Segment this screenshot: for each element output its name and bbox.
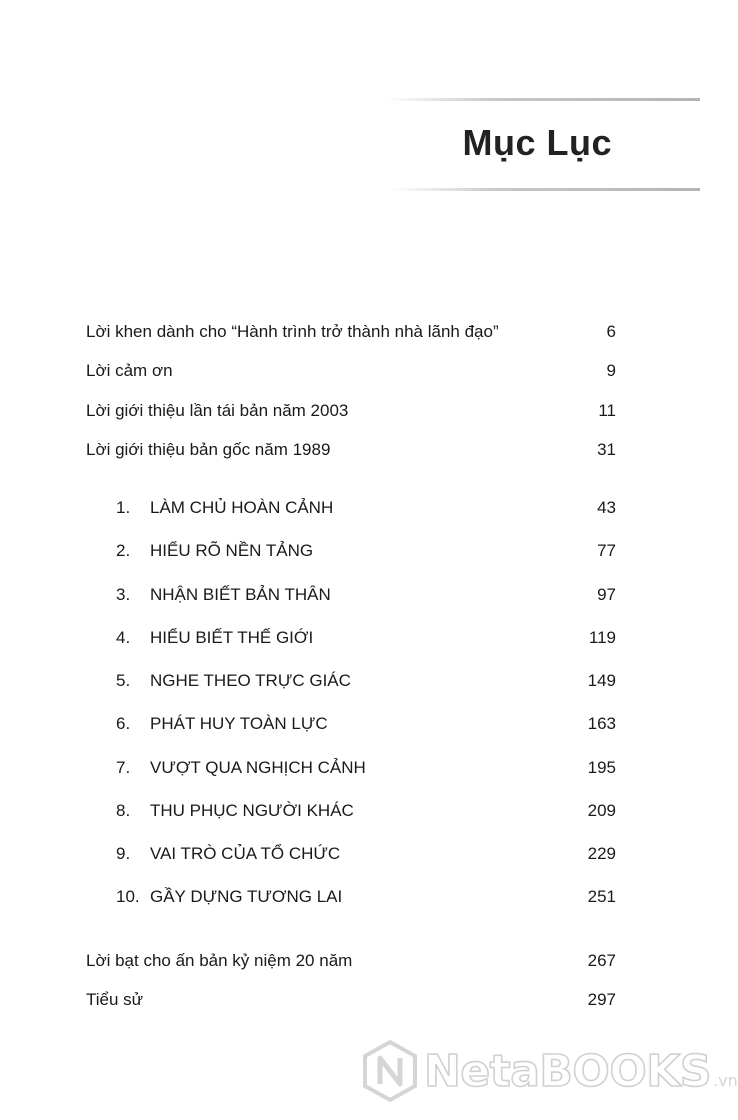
toc-entry[interactable]	[86, 320, 616, 344]
chapter-title: THU PHỤC NGƯỜI KHÁC	[150, 801, 354, 820]
chapter-number: 6.	[116, 714, 131, 733]
chapter-number: 10.	[116, 887, 140, 906]
toc-chapter-entry[interactable]	[116, 583, 616, 607]
watermark	[362, 1040, 738, 1102]
toc-chapter-entry[interactable]	[116, 799, 616, 823]
chapter-number: 1.	[116, 498, 131, 517]
toc-entry-page: 6	[606, 322, 616, 341]
toc-entry-page: 297	[587, 990, 616, 1009]
toc-chapter-entry[interactable]	[116, 842, 616, 866]
title-rule-top	[385, 98, 700, 101]
chapter-title: LÀM CHỦ HOÀN CẢNH	[150, 498, 334, 517]
chapter-title: VƯỢT QUA NGHỊCH CẢNH	[150, 758, 366, 777]
chapter-number: 3.	[116, 585, 131, 604]
toc-chapter-entry[interactable]	[116, 712, 616, 736]
toc-entry[interactable]	[86, 988, 616, 1012]
chapter-number: 2.	[116, 541, 131, 560]
toc-chapter-entry[interactable]	[116, 885, 616, 909]
chapter-page: 195	[587, 758, 616, 777]
toc-entry-label: Lời khen dành cho “Hành trình trở thành nhà lãnh đạo”	[86, 322, 499, 341]
chapter-title: VAI TRÒ CỦA TỔ CHỨC	[150, 844, 341, 863]
chapter-page: 97	[597, 585, 616, 604]
toc-chapter-entry[interactable]	[116, 756, 616, 780]
toc-entry-label: Lời giới thiệu bản gốc năm 1989	[86, 440, 331, 459]
toc-entry-page: 9	[606, 361, 616, 380]
chapter-title: HIỂU RÕ NỀN TẢNG	[150, 541, 314, 560]
chapter-page: 77	[597, 541, 616, 560]
toc-entry-page: 11	[598, 401, 616, 420]
chapter-page: 119	[588, 628, 616, 647]
toc-entry-label: Lời cảm ơn	[86, 361, 173, 380]
chapter-page: 209	[587, 801, 616, 820]
toc-entry[interactable]	[86, 359, 616, 383]
watermark-suffix: .vn	[713, 1070, 738, 1090]
chapter-number: 8.	[116, 801, 131, 820]
title-rule-bottom	[390, 188, 700, 191]
chapter-title: PHÁT HUY TOÀN LỰC	[150, 714, 328, 733]
toc-entry-label: Lời bạt cho ấn bản kỷ niệm 20 năm	[86, 951, 353, 970]
toc-entry[interactable]	[86, 399, 616, 423]
page-title: Mục Lục	[462, 122, 612, 163]
chapter-page: 149	[587, 671, 616, 690]
chapter-page: 43	[597, 498, 616, 517]
chapter-title: HIỂU BIẾT THẾ GIỚI	[150, 628, 314, 647]
chapter-title: NHẬN BIẾT BẢN THÂN	[150, 585, 331, 604]
chapter-number: 5.	[116, 671, 131, 690]
chapter-page: 163	[587, 714, 616, 733]
chapter-title: NGHE THEO TRỰC GIÁC	[150, 671, 351, 690]
chapter-title: GẦY DỰNG TƯƠNG LAI	[150, 887, 343, 906]
toc-entry-page: 31	[597, 440, 616, 459]
toc-entry-label: Lời giới thiệu lần tái bản năm 2003	[86, 401, 349, 420]
toc-chapter-entry[interactable]	[116, 669, 616, 693]
netabooks-logo-icon	[362, 1040, 418, 1102]
chapter-page: 251	[587, 887, 616, 906]
toc-entry-page: 267	[587, 951, 616, 970]
toc-entry[interactable]	[86, 949, 616, 973]
chapter-number: 9.	[116, 844, 131, 863]
toc-chapter-entry[interactable]	[116, 626, 616, 650]
chapter-number: 7.	[116, 758, 131, 777]
chapter-page: 229	[587, 844, 616, 863]
toc-chapter-entry[interactable]	[116, 539, 616, 563]
watermark-text: NetaBOOKS	[424, 1045, 712, 1097]
toc-entry[interactable]	[86, 438, 616, 462]
toc-entry-label: Tiểu sử	[86, 990, 144, 1009]
toc-chapter-entry[interactable]	[116, 496, 616, 520]
chapter-number: 4.	[116, 628, 131, 647]
